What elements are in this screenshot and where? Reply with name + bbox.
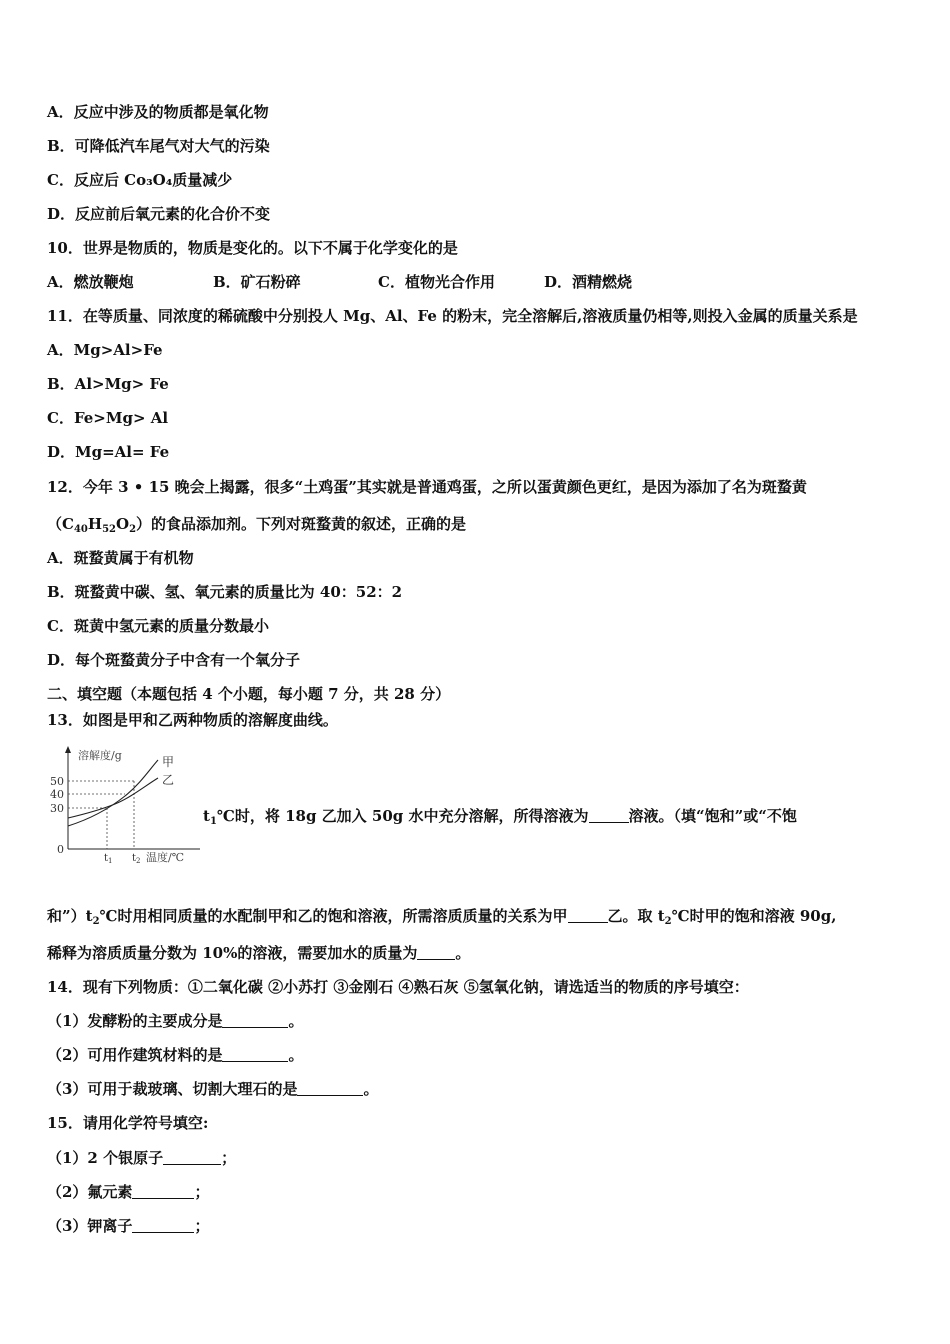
q13-t1-sub: 1 <box>209 816 217 827</box>
q11-option-a: A．Mg>Al>Fe <box>47 341 163 359</box>
q14-item-2-end: 。 <box>288 1046 304 1064</box>
q15-blank-1[interactable] <box>163 1150 221 1165</box>
q13-line3 <box>47 943 470 963</box>
q15-item-1 <box>47 1148 236 1168</box>
q15-item-2-end: ； <box>194 1183 210 1201</box>
x-tick-t2: $t_2$ <box>132 853 141 865</box>
section-2-heading: 二、填空题（本题包括 4 个小题，每小题 7 分，共 28 分） <box>47 685 451 703</box>
q9-option-d: D．反应前后氧元素的化合价不变 <box>47 205 271 223</box>
q13-line1 <box>203 806 797 832</box>
q14-stem: 14．现有下列物质：①二氧化碳 ②小苏打 ③金刚石 ④熟石灰 ⑤氢氧化钠，请选适当的物质的序号填空： <box>47 978 749 996</box>
q12-option-b: B．斑蝥黄中碳、氢、氧元素的质量比为 40：52：2 <box>47 583 403 601</box>
q14-item-2 <box>47 1045 303 1065</box>
y-tick-30: 30 <box>50 802 64 815</box>
q12-stem-rest: ）的食品添加剂。下列对斑蝥黄的叙述，正确的是 <box>136 515 467 533</box>
x-tick-t1: $t_1$ <box>104 853 113 865</box>
q15-item-2-text: （2）氟元素 <box>47 1183 133 1201</box>
q13-line2 <box>47 906 836 932</box>
q15-blank-3[interactable] <box>132 1218 194 1233</box>
q9-option-b: B．可降低汽车尾气对大气的污染 <box>47 137 270 155</box>
q15-item-3-end: ； <box>194 1217 210 1235</box>
q14-blank-3[interactable] <box>297 1081 363 1096</box>
q15-item-3 <box>47 1216 209 1236</box>
q14-item-2-text: （2）可用作建筑材料的是 <box>47 1046 223 1064</box>
q10-option-b: B．矿石粉碎 <box>213 273 301 291</box>
q15-item-3-text: （3）钾离子 <box>47 1217 133 1235</box>
curve-yi-label: 乙 <box>162 773 175 787</box>
q11-option-b: B．Al>Mg> Fe <box>47 375 169 393</box>
q12-stem-line2 <box>47 514 466 540</box>
q10-stem: 10．世界是物质的，物质是变化的。以下不属于化学变化的是 <box>47 239 458 257</box>
q13-blank-2[interactable] <box>568 908 608 923</box>
y-axis-arrow <box>65 746 71 753</box>
q13-line2-c: 乙。取 t <box>607 907 665 925</box>
q9-option-c: C．反应后 Co₃O₄质量减少 <box>47 171 233 189</box>
q14-item-3-text: （3）可用于裁玻璃、切割大理石的是 <box>47 1080 298 1098</box>
y-axis-label: 溶解度/g <box>78 749 122 762</box>
q13-line2-a: 和”）t <box>47 907 93 925</box>
q15-item-1-text: （1）2 个银原子 <box>47 1149 164 1167</box>
q13-line3-b: 。 <box>455 944 471 962</box>
x-axis-label: 温度/℃ <box>146 851 185 864</box>
q14-item-1-end: 。 <box>288 1012 304 1030</box>
q13-t1: t <box>203 807 210 825</box>
q13-line1-b: 溶液。（填“饱和”或“不饱 <box>628 807 797 825</box>
q12-option-c: C．斑黄中氢元素的质量分数最小 <box>47 617 269 635</box>
q13-line1-a: ℃时，将 18g 乙加入 50g 水中充分溶解，所得溶液为 <box>216 807 589 825</box>
q13-line2-b: ℃时用相同质量的水配制甲和乙的饱和溶液，所需溶质质量的关系为甲 <box>99 907 568 925</box>
q14-item-3-end: 。 <box>363 1080 379 1098</box>
q12-sub-2: 2 <box>129 524 137 535</box>
q14-blank-1[interactable] <box>222 1013 288 1028</box>
q12-option-d: D．每个斑蝥黄分子中含有一个氧分子 <box>47 651 301 669</box>
q10-option-a: A．燃放鞭炮 <box>47 273 134 291</box>
q12-formula-o: O <box>115 515 130 533</box>
q15-blank-2[interactable] <box>132 1184 194 1199</box>
q12-sub-52: 52 <box>102 524 116 535</box>
curve-jia <box>68 760 158 826</box>
q11-stem: 11．在等质量、同浓度的稀硫酸中分别投人 Mg、Al、Fe 的粉末，完全溶解后,溶液质量仍相等,则投入金属的质量关系是 <box>47 307 858 325</box>
q13-stem: 13．如图是甲和乙两种物质的溶解度曲线。 <box>47 711 338 729</box>
q14-item-1 <box>47 1011 303 1031</box>
q13-t2-sub-1: 2 <box>92 916 100 927</box>
q13-line3-a: 稀释为溶质质量分数为 10%的溶液，需要加水的质量为 <box>47 944 418 962</box>
y-tick-0: 0 <box>57 843 64 856</box>
solubility-curve-graph <box>50 744 210 869</box>
q9-option-a: A．反应中涉及的物质都是氧化物 <box>47 103 269 121</box>
q11-option-d: D．Mg=Al= Fe <box>47 443 170 461</box>
q14-item-1-text: （1）发酵粉的主要成分是 <box>47 1012 223 1030</box>
y-tick-50: 50 <box>50 775 64 788</box>
q12-sub-40: 40 <box>73 524 88 535</box>
curve-yi <box>68 778 158 818</box>
curve-jia-label: 甲 <box>162 755 175 769</box>
q10-option-d: D．酒精燃烧 <box>544 273 633 291</box>
q12-formula-h: H <box>87 515 103 533</box>
q12-formula-open: （C <box>47 515 74 533</box>
q13-blank-3[interactable] <box>417 945 455 960</box>
q15-stem: 15．请用化学符号填空: <box>47 1114 209 1132</box>
q15-item-2 <box>47 1182 209 1202</box>
q12-option-a: A．斑蝥黄属于有机物 <box>47 549 194 567</box>
q10-options <box>47 272 632 292</box>
q14-blank-2[interactable] <box>222 1047 288 1062</box>
q13-line2-d: ℃时甲的饱和溶液 90g, <box>671 907 837 925</box>
q13-blank-1[interactable] <box>589 808 629 823</box>
y-tick-40: 40 <box>50 788 64 801</box>
q14-item-3 <box>47 1079 378 1099</box>
q12-stem-line1: 12．今年 3 • 15 晚会上揭露，很多“土鸡蛋”其实就是普通鸡蛋，之所以蛋黄颜色更红，是因为添加了名为斑蝥黄 <box>47 478 807 496</box>
q10-option-c: C．植物光合作用 <box>378 273 495 291</box>
q15-item-1-end: ； <box>221 1149 237 1167</box>
q11-option-c: C．Fe>Mg> Al <box>47 409 169 427</box>
q13-t2-sub-2: 2 <box>664 916 672 927</box>
